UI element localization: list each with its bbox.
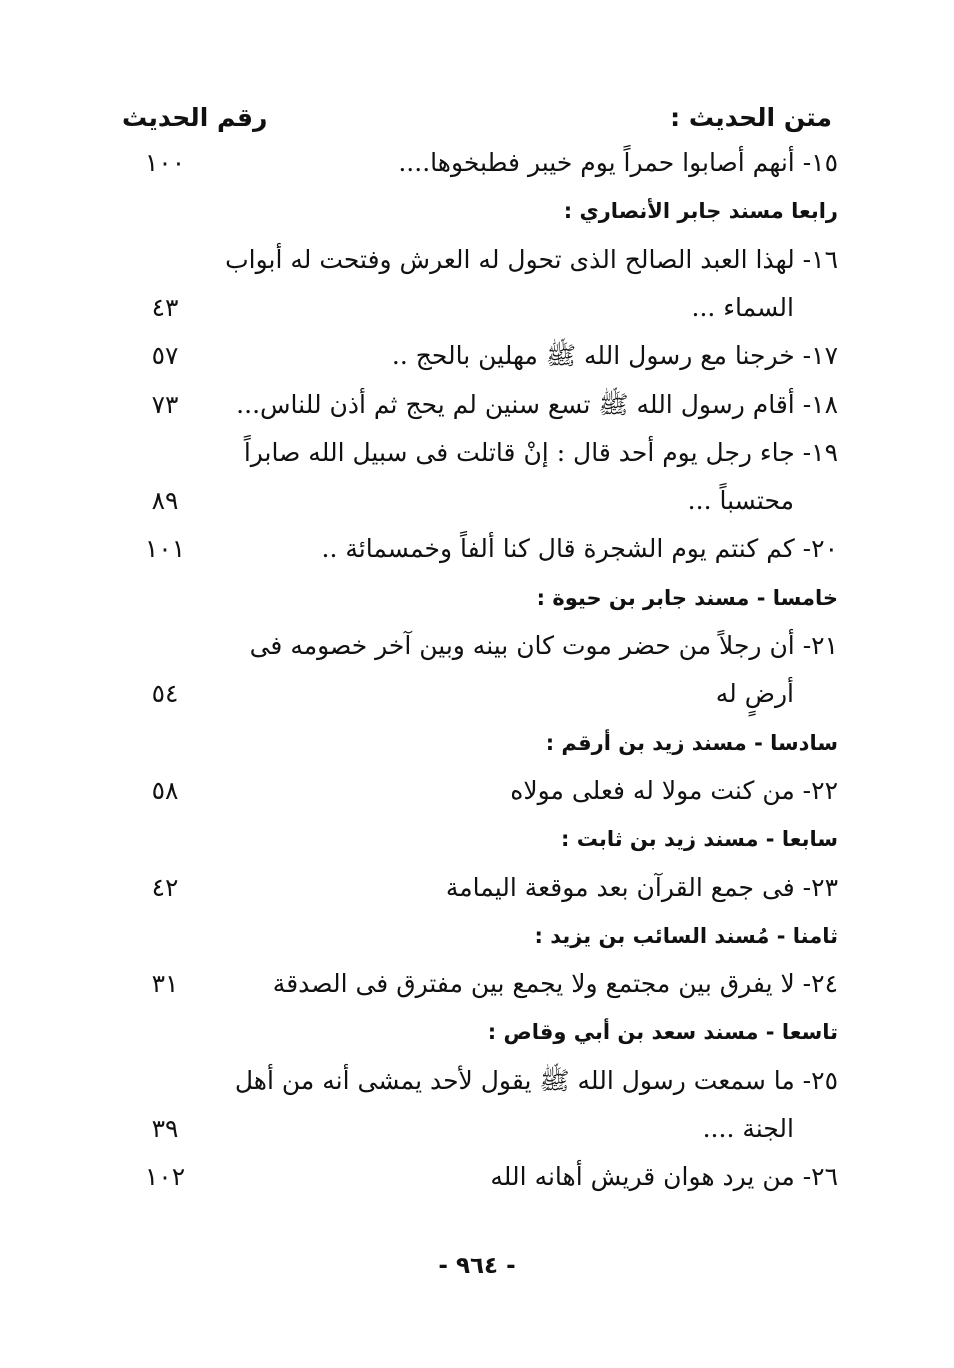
section-heading: رابعا مسند جابر الأنصاري : (563, 199, 838, 223)
entry-continuation: أرضٍ له (715, 679, 794, 708)
hadith-number: ٣٩ (151, 1114, 179, 1143)
text-column-header: متن الحديث : (670, 103, 832, 132)
section-heading: ثامنا - مُسند السائب بن يزيد : (534, 924, 838, 948)
page-number: - ٩٦٤ - (438, 1253, 516, 1279)
entry-text: ٢٢- من كنت مولا له فعلى مولاه (510, 776, 838, 805)
hadith-number: ١٠٠ (144, 148, 186, 177)
entry-continuation: محتسباً ... (687, 486, 794, 515)
entry-text: ١٦- لهذا العبد الصالح الذى تحول له العرش وفتحت له أبواب (225, 245, 838, 274)
entry-text: ١٩- جاء رجل يوم أحد قال : إنْ قاتلت فى سبيل الله صابراً (243, 438, 838, 467)
entry-text: ١٥- أنهم أصابوا حمراً يوم خيبر فطبخوها.... (398, 148, 838, 177)
section-heading: سادسا - مسند زيد بن أرقم : (545, 731, 838, 755)
hadith-number: ٧٣ (151, 390, 179, 419)
hadith-number: ١٠١ (144, 534, 186, 563)
entry-continuation: السماء ... (691, 293, 794, 322)
entry-continuation: الجنة .... (702, 1114, 794, 1143)
entry-text: ٢١- أن رجلاً من حضر موت كان بينه وبين آخر خصومه فى (249, 631, 838, 660)
section-heading: تاسعا - مسند سعد بن أبي وقاص : (487, 1020, 838, 1044)
hadith-number: ٥٨ (151, 776, 179, 805)
number-column-header: رقم الحديث (122, 103, 268, 132)
entry-text: ١٧- خرجنا مع رسول الله ﷺ مهلين بالحج .. (391, 341, 838, 370)
entry-text: ٢٤- لا يفرق بين مجتمع ولا يجمع بين مفترق فى الصدقة (272, 969, 838, 998)
hadith-number: ٥٧ (151, 341, 179, 370)
section-heading: خامسا - مسند جابر بن حيوة : (536, 586, 838, 610)
section-heading: سابعا - مسند زيد بن ثابت : (561, 827, 838, 851)
entry-text: ٢٥- ما سمعت رسول الله ﷺ يقول لأحد يمشى أنه من أهل (234, 1066, 838, 1095)
hadith-number: ٤٢ (151, 873, 179, 902)
entry-text: ٢٦- من يرد هوان قريش أهانه الله (490, 1162, 838, 1191)
hadith-number: ٤٣ (151, 293, 179, 322)
hadith-number: ٥٤ (151, 679, 179, 708)
hadith-number: ١٠٢ (144, 1162, 186, 1191)
hadith-number: ٨٩ (151, 486, 179, 515)
entry-text: ١٨- أقام رسول الله ﷺ تسع سنين لم يحج ثم أذن للناس... (236, 390, 838, 419)
entry-text: ٢٠- كم كنتم يوم الشجرة قال كنا ألفاً وخمسمائة .. (321, 534, 838, 563)
hadith-number: ٣١ (151, 969, 179, 998)
entry-text: ٢٣- فى جمع القرآن بعد موقعة اليمامة (445, 873, 838, 902)
